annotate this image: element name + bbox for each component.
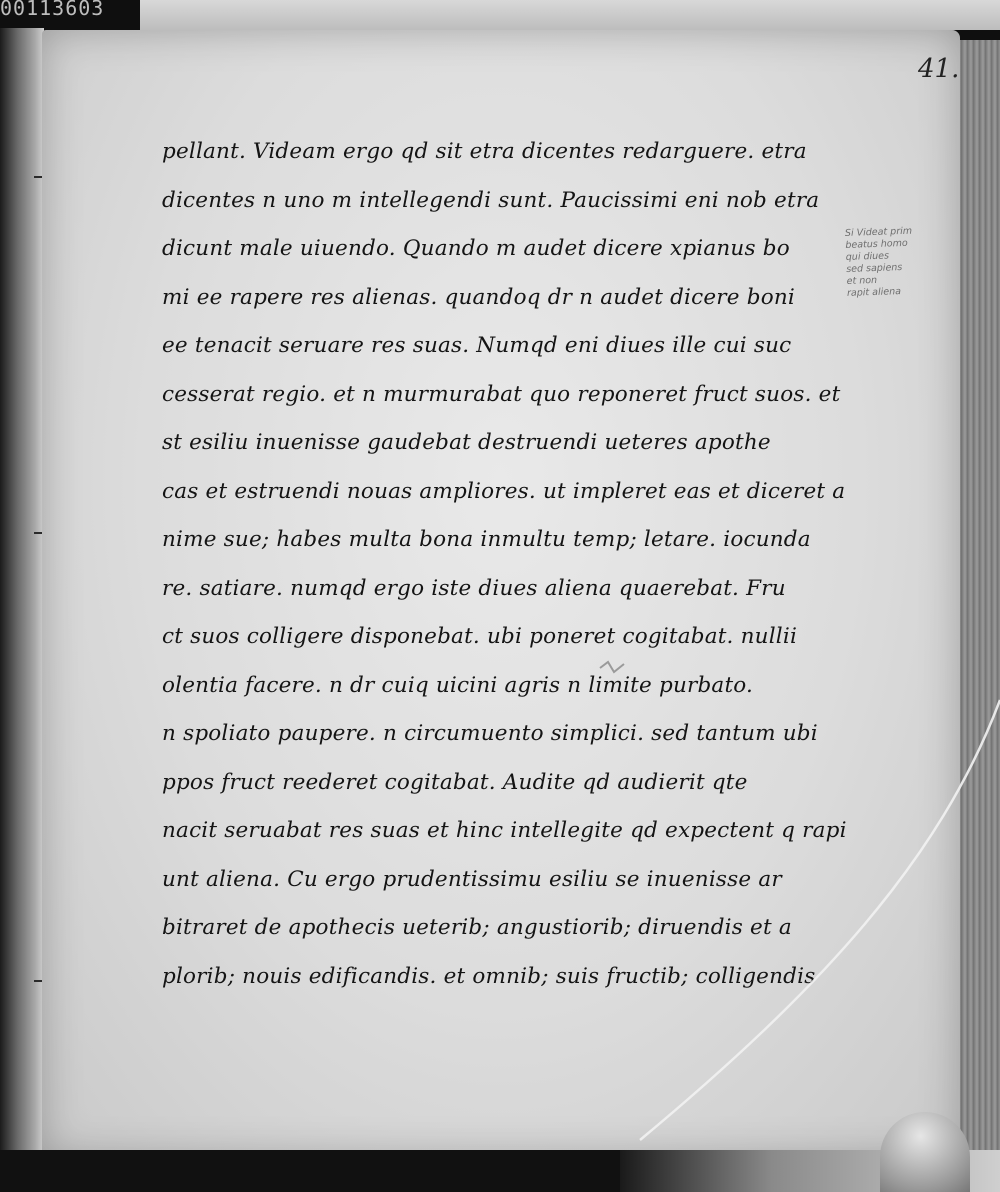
marginal-note bbox=[845, 224, 959, 300]
holding-finger bbox=[880, 1112, 970, 1192]
text-line: olentia facere. n dr cuiq uicini agris n limite purbato. bbox=[162, 672, 754, 698]
text-line: st esiliu inuenisse gaudebat destruendi ueteres apothe bbox=[162, 430, 771, 455]
text-line: ppos fruct reederet cogitabat. Audite qd audierit qte bbox=[162, 769, 748, 795]
shelfmark-label: 00113603 bbox=[0, 0, 105, 20]
text-line: ee tenacit seruare res suas. Numqd eni diues ille cui suc bbox=[162, 333, 792, 358]
text-line: ct suos colligere disponebat. ubi poneret cogitabat. nullii bbox=[162, 624, 798, 649]
binding-gutter bbox=[0, 28, 44, 1192]
marginal-note-line: beatus homo bbox=[845, 237, 908, 251]
marginal-note-line: rapit aliena bbox=[846, 286, 902, 299]
manuscript-text bbox=[162, 128, 847, 1001]
text-line: pellant. Videam ergo qd sit etra dicentes redarguere. etra bbox=[162, 139, 807, 164]
text-line: cesserat regio. et n murmurabat quo reponeret fruct suos. et bbox=[162, 381, 841, 407]
text-line: re. satiare. numqd ergo iste diues aliena quaerebat. Fru bbox=[162, 575, 786, 601]
text-line: unt aliena. Cu ergo prudentissimu esiliu se inuenisse ar bbox=[162, 866, 782, 892]
text-line: dicunt male uiuendo. Quando m audet dicere xpianus bo bbox=[162, 236, 790, 261]
marginal-note-line: sed sapiens bbox=[846, 261, 903, 275]
marginal-note-line: qui diues bbox=[845, 250, 890, 263]
marginal-note-line: et non bbox=[846, 274, 878, 287]
text-line: n spoliato paupere. n circumuento simplici. sed tantum ubi bbox=[162, 721, 818, 746]
text-line: plorib; nouis edificandis. et omnib; suis fructib; colligendis bbox=[162, 963, 816, 989]
text-line: bitraret de apothecis ueterib; angustiorib; diruendis et a bbox=[162, 915, 792, 940]
bottom-shadow-band bbox=[0, 1150, 1000, 1192]
marginal-note-line: Si Videat prim bbox=[844, 225, 913, 239]
text-line: cas et estruendi nouas ampliores. ut impleret eas et diceret a bbox=[162, 478, 846, 504]
text-line: dicentes n uno m intellegendi sunt. Paucissimi eni nob etra bbox=[162, 187, 820, 213]
text-line: nime sue; habes multa bona inmultu temp; letare. iocunda bbox=[162, 527, 811, 552]
folio-number: 41. bbox=[918, 54, 960, 84]
text-line: mi ee rapere res alienas. quandoq dr n audet dicere boni bbox=[162, 284, 795, 310]
text-line: nacit seruabat res suas et hinc intellegite qd expectent q rapi bbox=[162, 818, 847, 843]
page-top-strip bbox=[140, 0, 1000, 30]
